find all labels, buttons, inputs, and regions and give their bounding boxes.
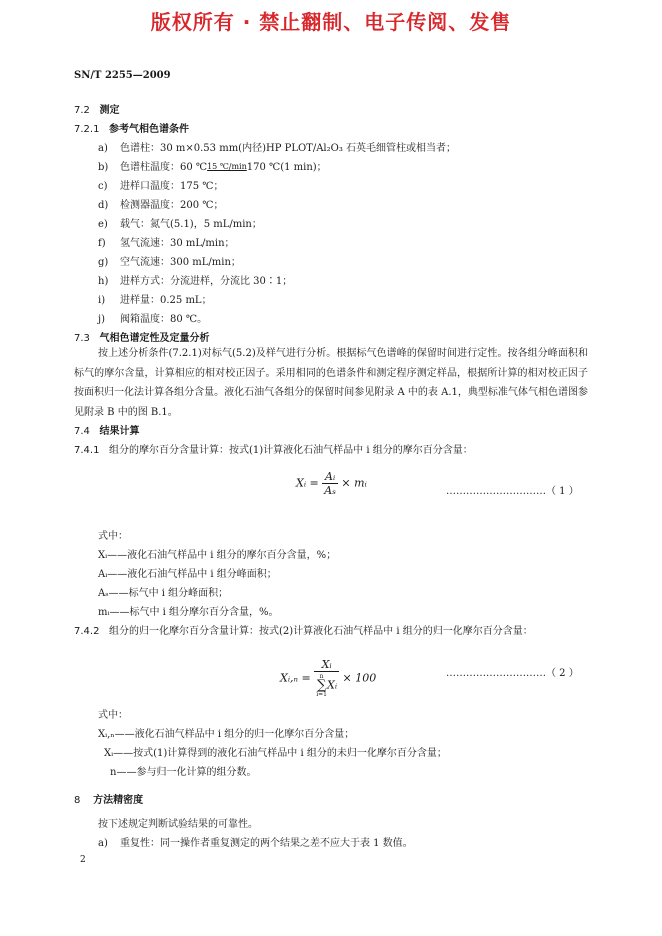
condition-item <box>98 177 223 192</box>
condition-item <box>98 196 223 211</box>
eq-denominator: Aₛ <box>324 484 336 497</box>
eq-fraction <box>314 658 339 699</box>
section-title: 结果计算 <box>99 426 140 437</box>
sum-upper: n <box>319 673 324 680</box>
section-title: 参考气相色谱条件 <box>109 124 189 135</box>
condition-item <box>98 272 292 287</box>
section-title: 测定 <box>99 105 120 116</box>
definition-line: mᵢ——标气中 i 组分摩尔百分含量，%。 <box>98 607 279 618</box>
section-number: 7.4.1 <box>74 445 100 456</box>
condition-item <box>98 253 241 268</box>
equation-1-number: …………………………（ 1 ） <box>446 486 579 497</box>
section-number: 7.3 <box>74 333 90 344</box>
definition-line: Aᵢ——液化石油气样品中 i 组分峰面积； <box>98 569 277 580</box>
section-number: 8 <box>74 795 81 806</box>
item-label: i) <box>98 295 106 306</box>
equation-1 <box>296 470 367 497</box>
item-text: 170 ℃(1 min)； <box>246 162 327 173</box>
item-text: 检测器温度：200 ℃； <box>120 200 224 211</box>
item-text: 进样量：0.25 mL； <box>120 295 212 306</box>
item-label: c) <box>98 181 108 192</box>
section-text: 组分的归一化摩尔百分含量计算：按式(2)计算液化石油气样品中 i 组分的归一化摩尔百分含量： <box>109 626 533 637</box>
condition-item <box>98 215 262 230</box>
eq-denominator-term: Xᵢ <box>326 678 338 692</box>
sum-lower: i=1 <box>316 691 327 698</box>
section-8-heading <box>74 791 143 806</box>
ramp-rate: 15 ℃/min <box>207 162 247 171</box>
item-text: 进样口温度：175 ℃； <box>120 181 224 192</box>
where-label: 式中： <box>98 710 128 721</box>
eq-rhs: × mᵢ <box>341 476 367 490</box>
eq-numerator: Aᵢ <box>322 470 338 484</box>
item-label: f) <box>98 238 106 249</box>
item-text: 氢气流速：30 mL/min； <box>120 238 235 249</box>
item-label: a) <box>98 143 108 154</box>
section-number: 7.2.1 <box>74 124 100 135</box>
section-text: 组分的摩尔百分含量计算：按式(1)计算液化石油气样品中 i 组分的摩尔百分含量： <box>109 445 473 456</box>
condition-item <box>98 139 456 154</box>
item-label: a) <box>98 838 108 849</box>
where-label: 式中： <box>98 531 128 542</box>
section-title: 方法精密度 <box>93 795 144 806</box>
condition-item <box>98 234 235 249</box>
section-7-2-heading <box>74 101 119 116</box>
standard-code: SN/T 2255—2009 <box>74 70 171 81</box>
eq-rhs: × 100 <box>342 671 377 685</box>
section-8-paragraph: 按下述规定判断试验结果的可靠性。 <box>98 819 258 830</box>
definition-line: Xᵢ——液化石油气样品中 i 组分的摩尔百分含量，%； <box>98 550 337 561</box>
section-number: 7.4 <box>74 426 90 437</box>
definition-line: Aₛ——标气中 i 组分峰面积； <box>98 588 229 599</box>
eq-fraction <box>322 470 338 497</box>
eq-lhs: Xᵢ,ₙ = <box>280 671 311 685</box>
item-label: h) <box>98 276 109 287</box>
definition-line: Xᵢ——按式(1)计算得到的液化石油气样品中 i 组分的未归一化摩尔百分含量； <box>104 748 447 759</box>
section-number: 7.4.2 <box>74 626 100 637</box>
sum-symbol <box>316 672 327 699</box>
item-label: g) <box>98 257 109 268</box>
section-7-3-paragraph: 按上述分析条件(7.2.1)对标气(5.2)及样气进行分析。根据标气色谱峰的保留时间进行定性。按各组分峰面积和标气的摩尔含量，计算相应的相对校正因子。采用相同的色谱条件和测定程序测定样品，根据所计算的相对校正因子按面积归一化法计算各组分含量。液化石油气各组分的保留时间参见附录 A 中的表 A.1，典型标准气体气相色谱图参见附录 B 中的图 B.1。 <box>74 348 588 418</box>
eq-denominator <box>314 672 339 699</box>
condition-item <box>98 834 413 849</box>
item-label: j) <box>98 314 106 325</box>
section-7-4-2 <box>74 622 588 642</box>
section-7-4-heading <box>74 422 139 437</box>
section-number: 7.2 <box>74 105 90 116</box>
item-label: d) <box>98 200 109 211</box>
equation-2 <box>280 658 376 699</box>
equation-2-number: …………………………（ 2 ） <box>446 668 579 679</box>
item-text: 色谱柱：30 m×0.53 mm(内径)HP PLOT/Al₂O₃ 石英毛细管柱或相当者； <box>120 143 457 154</box>
item-text: 进样方式：分流进样，分流比 30∶1； <box>120 276 293 287</box>
item-text: 色谱柱温度：60 ℃ <box>120 162 208 173</box>
item-label: b) <box>98 162 109 173</box>
item-text: 载气：氮气(5.1)，5 mL/min； <box>120 219 262 230</box>
page-number: 2 <box>80 855 86 865</box>
section-7-2-1-heading <box>74 120 189 135</box>
eq-lhs: Xᵢ = <box>296 476 319 490</box>
condition-item <box>98 291 212 306</box>
eq-numerator: Xᵢ <box>314 658 339 672</box>
definition-line: Xᵢ,ₙ——液化石油气样品中 i 组分的归一化摩尔百分含量； <box>98 729 355 740</box>
item-text: 空气流速：300 mL/min； <box>120 257 241 268</box>
sigma-glyph: ∑ <box>316 678 327 693</box>
definition-line: n——参与归一化计算的组分数。 <box>110 767 257 778</box>
section-title: 气相色谱定性及定量分析 <box>99 333 210 344</box>
item-label: e) <box>98 219 108 230</box>
watermark-banner: 版权所有 · 禁止翻制、电子传阅、发售 <box>150 10 512 34</box>
item-text: 阀箱温度：80 ℃。 <box>120 314 208 325</box>
condition-item <box>98 158 327 173</box>
section-7-4-1 <box>74 441 473 456</box>
condition-item <box>98 310 207 325</box>
item-text: 重复性：同一操作者重复测定的两个结果之差不应大于表 1 数值。 <box>120 838 413 849</box>
section-7-3-heading <box>74 329 209 344</box>
